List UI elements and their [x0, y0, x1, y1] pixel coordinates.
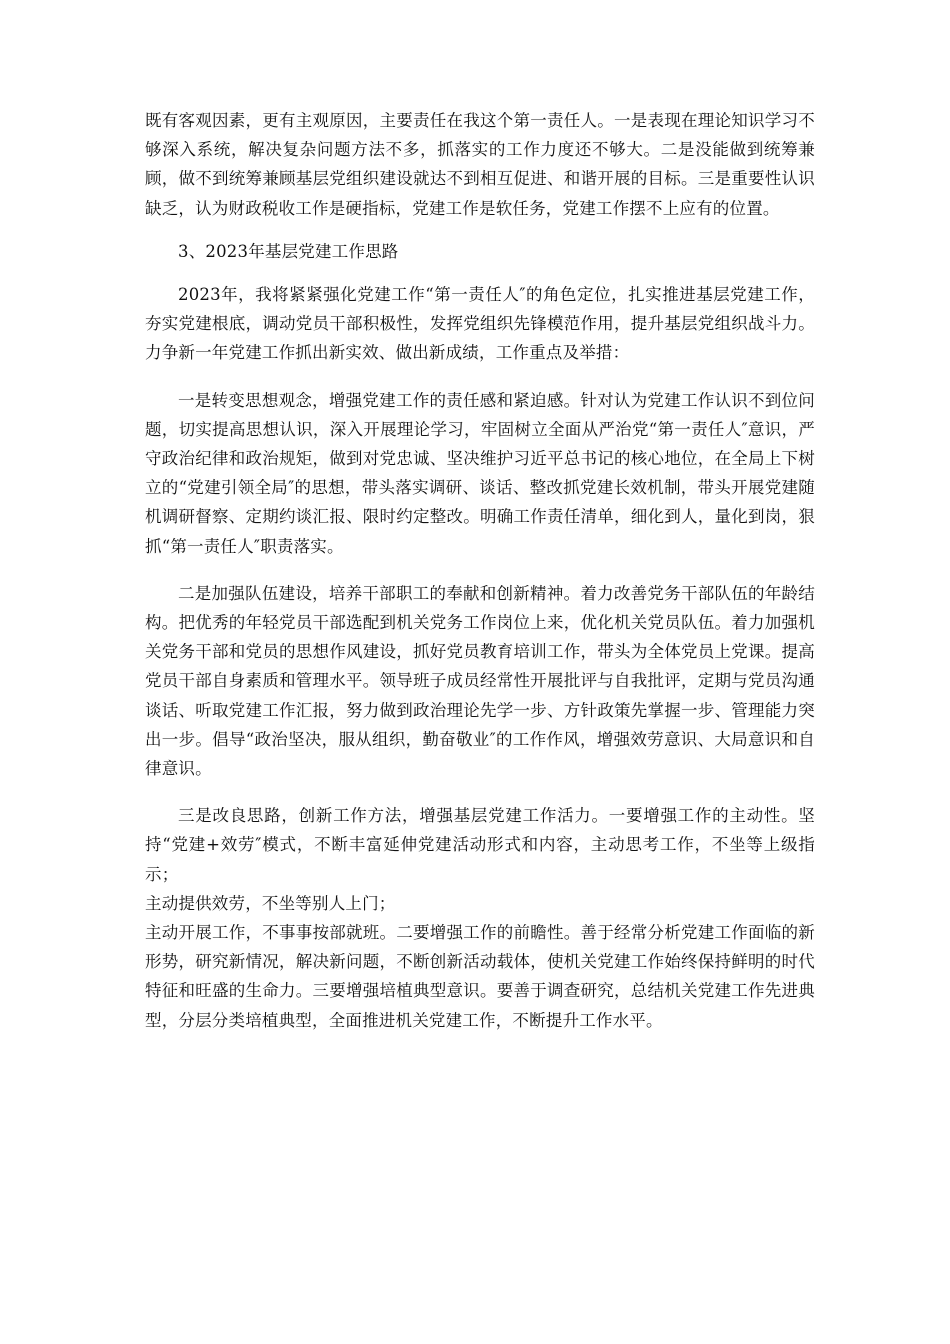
paragraph-point-three-continued: 主动开展工作，不事事按部就班。二要增强工作的前瞻性。善于经常分析党建工作面临的新形势，研究新情况，解决新问题，不断创新活动载体，使机关党建工作始终保持鲜明的时代特征和旺盛的生命力。三要增强培植典型意识。要善于调查研究，总结机关党建工作先进典型，分层分类培植典型，全面推进机关党建工作，不断提升工作水平。: [145, 923, 815, 1030]
paragraph-point-three: 三是改良思路，创新工作方法，增强基层党建工作活力。一要增强工作的主动性。坚持“党建+效劳″模式，不断丰富延伸党建活动形式和内容，主动思考工作，不坐等上级指示；: [145, 806, 815, 884]
paragraph-point-one: 一是转变思想观念，增强党建工作的责任感和紧迫感。针对认为党建工作认识不到位问题，切实提高思想认识，深入开展理论学习，牢固树立全面从严治党“第一责任人″意识，严守政治纪律和政治规矩，做到对党忠诚、坚决维护习近平总书记的核心地位，在全局上下树立的“党建引领全局″的思想，带头落实调研、谈话、整改抓党建长效机制，带头开展党建随机调研督察、定期约谈汇报、限时约定整改。明确工作责任清单，细化到人，量化到岗，狠抓“第一责任人″职责落实。: [145, 390, 815, 556]
paragraph-point-two: 二是加强队伍建设，培养干部职工的奉献和创新精神。着力改善党务干部队伍的年龄结构。把优秀的年轻党员干部选配到机关党务工作岗位上来，优化机关党员队伍。着力加强机关党务干部和党员的思想作风建设，抓好党员教育培训工作，带头为全体党员上党课。提高党员干部自身素质和管理水平。领导班子成员经常性开展批评与自我批评，定期与党员沟通谈话、听取党建工作汇报，努力做到政治理论先学一步、方针政策先掌握一步、管理能力突出一步。倡导“政治坚决，服从组织，勤奋敬业″的工作作风，增强效劳意识、大局意识和自律意识。: [145, 583, 815, 779]
section-heading-2023-ideas: 3、2023年基层党建工作思路: [178, 241, 399, 261]
paragraph-2023-plan: 2023年，我将紧紧强化党建工作“第一责任人″的角色定位，扎实推进基层党建工作，夯实党建根底，调动党员干部积极性，发挥党组织先锋模范作用，提升基层党组织战斗力。力争新一年党建工作抓出新实效、做出新成绩，工作重点及举措：: [145, 285, 815, 363]
paragraph-responsibility: 既有客观因素，更有主观原因，主要责任在我这个第一责任人。一是表现在理论知识学习不够深入系统，解决复杂问题方法不多，抓落实的工作力度还不够大。二是没能做到统筹兼顾，做不到统筹兼顾基层党组织建设就达不到相互促进、和谐开展的目标。三是重要性认识缺乏，认为财政税收工作是硬指标，党建工作是软任务，党建工作摆不上应有的位置。: [145, 111, 815, 218]
document-page: [145, 106, 815, 1035]
paragraph-line-service: 主动提供效劳，不坐等别人上门；: [145, 893, 396, 913]
